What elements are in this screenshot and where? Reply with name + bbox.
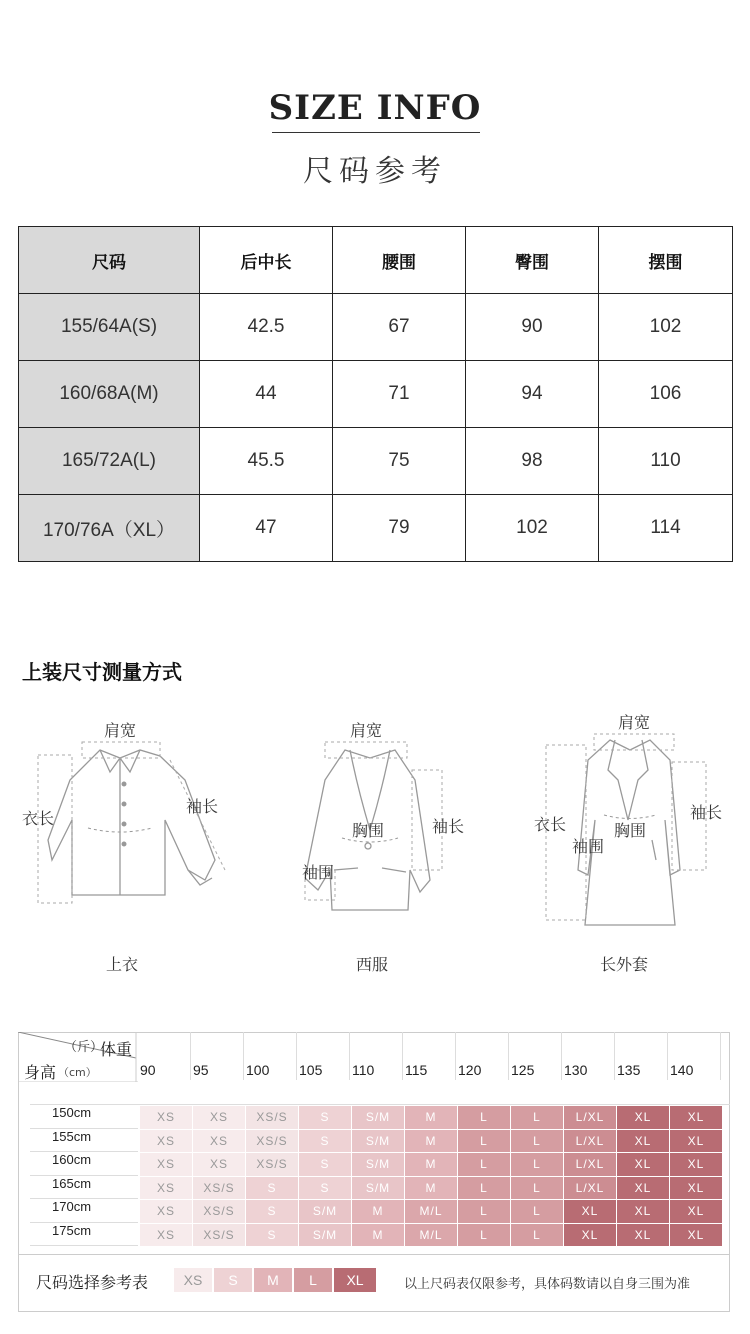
size-cell: S [299,1106,351,1129]
value-cell: 102 [466,495,599,562]
value-cell: 110 [599,428,733,495]
table-row [19,428,733,495]
size-table-header [19,227,733,294]
value-cell: 47 [200,495,333,562]
legend-swatch: XS [174,1268,212,1292]
size-cell: L [511,1153,563,1176]
size-cell: S [299,1177,351,1200]
size-cell: XL [670,1106,722,1129]
legend-title: 尺码选择参考表 [36,1273,149,1292]
size-cell: 170/76A（XL） [19,495,200,562]
size-cell: XL [670,1200,722,1223]
size-cell: L [511,1177,563,1200]
length-label: 衣长 [534,815,567,834]
value-cell: 98 [466,428,599,495]
size-cell: XL [670,1130,722,1153]
size-cell: S/M [352,1177,404,1200]
size-cell: S [299,1153,351,1176]
header-size: 尺码 [19,227,200,294]
value-cell: 106 [599,361,733,428]
sleeve-label: 袖长 [186,797,219,816]
size-cell: XS/S [246,1153,298,1176]
height-label: 身高 [24,1063,57,1082]
column-divider [455,1032,456,1080]
size-cell: XL [564,1200,616,1223]
size-cell: XL [617,1153,669,1176]
legend-divider [18,1254,730,1255]
size-cell: M [405,1177,457,1200]
length-label: 衣长 [22,809,55,828]
column-divider [508,1032,509,1080]
size-cell: M [405,1106,457,1129]
height-label-cell: 175cm [52,1222,92,1238]
size-cell: XS [140,1153,192,1176]
table-row [19,361,733,428]
cuff-label: 袖围 [302,863,335,882]
size-cell: L [511,1200,563,1223]
title-divider [272,132,480,133]
header-hip: 臀围 [466,227,599,294]
column-divider [190,1032,191,1080]
size-cell: XS [140,1130,192,1153]
row-divider [30,1245,138,1246]
size-cell: XL [617,1224,669,1247]
size-cell: M [405,1153,457,1176]
value-cell: 75 [333,428,466,495]
size-cell: XL [670,1224,722,1247]
weight-header: 100 [246,1062,270,1078]
value-cell: 90 [466,294,599,361]
column-divider [720,1032,721,1080]
size-cell: L [511,1130,563,1153]
size-cell: S [246,1177,298,1200]
size-cell: L/XL [564,1106,616,1129]
page-subtitle: 尺码参考 [303,154,447,189]
weight-header: 135 [617,1062,641,1078]
size-cell: S/M [352,1106,404,1129]
sleeve-label: 袖长 [690,803,723,822]
shoulder-label: 肩宽 [618,713,651,732]
legend-swatch: XL [334,1268,376,1292]
grid-top-line [30,1104,730,1105]
weight-header: 90 [140,1062,156,1078]
shoulder-label: 肩宽 [350,721,383,740]
chest-label: 胸围 [614,821,647,840]
weight-header: 110 [352,1062,375,1078]
height-unit: （cm） [58,1066,97,1079]
figure-name: 长外套 [600,955,649,974]
header-waist: 腰围 [333,227,466,294]
measure-title: 上装尺寸测量方式 [22,660,182,684]
table-row [19,495,733,562]
header-hem: 摆围 [599,227,733,294]
size-cell: XS [140,1224,192,1247]
value-cell: 67 [333,294,466,361]
size-cell: XS [140,1106,192,1129]
size-cell: L [511,1224,563,1247]
size-cell: M [405,1130,457,1153]
size-cell: M [352,1200,404,1223]
value-cell: 44 [200,361,333,428]
figure-name: 上衣 [106,955,139,974]
value-cell: 79 [333,495,466,562]
value-cell: 42.5 [200,294,333,361]
cuff-label: 袖围 [572,837,605,856]
size-cell: 155/64A(S) [19,294,200,361]
height-label-cell: 160cm [52,1152,92,1167]
size-cell: S/M [352,1153,404,1176]
size-cell: XL [670,1153,722,1176]
weight-label: 体重 [100,1040,133,1059]
disclaimer-note: 以上尺码表仅限参考，具体码数请以自身三围为准 [404,1277,691,1292]
size-cell: XL [617,1177,669,1200]
size-cell: S [246,1200,298,1223]
column-divider [402,1032,403,1080]
column-divider [349,1032,350,1080]
size-cell: S/M [299,1224,351,1247]
column-divider [667,1032,668,1080]
size-cell: XS [193,1130,245,1153]
weight-unit: （斤） [64,1040,104,1055]
size-cell: 160/68A(M) [19,361,200,428]
size-cell: 165/72A(L) [19,428,200,495]
size-cell: L [511,1106,563,1129]
shoulder-label: 肩宽 [104,721,137,740]
shirt-illustration [0,720,250,940]
blazer-figure [250,700,500,990]
header-back-length: 后中长 [200,227,333,294]
height-label-cell: 165cm [52,1175,92,1191]
size-cell: M/L [405,1224,457,1247]
size-cell: XS/S [246,1106,298,1129]
size-cell: L [458,1200,510,1223]
size-cell: L/XL [564,1177,616,1200]
weight-header: 95 [193,1062,209,1078]
weight-header: 105 [299,1062,323,1078]
value-cell: 114 [599,495,733,562]
table-row [19,294,733,361]
size-cell: L [458,1224,510,1247]
weight-header: 140 [670,1062,694,1078]
size-cell: S [299,1130,351,1153]
shirt-figure [0,700,250,990]
size-cell: XS/S [193,1224,245,1247]
size-cell: S/M [352,1130,404,1153]
size-cell: XL [617,1106,669,1129]
size-cell: XL [617,1130,669,1153]
size-cell: XL [617,1200,669,1223]
figure-name: 西服 [356,955,389,974]
chest-label: 胸围 [352,821,385,840]
height-label-cell: 170cm [52,1199,92,1214]
size-table [18,226,733,562]
size-cell: XS/S [246,1130,298,1153]
size-cell: L [458,1106,510,1129]
size-cell: L [458,1177,510,1200]
size-cell: L/XL [564,1153,616,1176]
size-cell: L [458,1130,510,1153]
value-cell: 94 [466,361,599,428]
size-cell: L [458,1153,510,1176]
legend-swatch: L [294,1268,332,1292]
weight-header: 130 [564,1062,588,1078]
size-cell: S [246,1224,298,1247]
size-cell: XS [193,1106,245,1129]
value-cell: 102 [599,294,733,361]
size-cell: XS/S [193,1177,245,1200]
value-cell: 71 [333,361,466,428]
sleeve-label: 袖长 [432,817,465,836]
weight-header: 125 [511,1062,535,1078]
size-cell: XS [193,1153,245,1176]
coat-figure [500,700,750,990]
value-cell: 45.5 [200,428,333,495]
legend-swatch: S [214,1268,252,1292]
size-cell: M/L [405,1200,457,1223]
column-divider [614,1032,615,1080]
column-divider [296,1032,297,1080]
size-cell: XS [140,1177,192,1200]
legend-swatch: M [254,1268,292,1292]
size-cell: XS [140,1200,192,1223]
height-label-cell: 155cm [52,1128,92,1144]
weight-header: 115 [405,1062,428,1078]
height-label-cell: 150cm [52,1105,92,1120]
size-cell: L/XL [564,1130,616,1153]
size-cell: XL [670,1177,722,1200]
weight-header: 120 [458,1062,482,1078]
size-cell: XL [564,1224,616,1247]
page-title: SIZE INFO [268,88,482,128]
size-cell: S/M [299,1200,351,1223]
column-divider [561,1032,562,1080]
size-cell: M [352,1224,404,1247]
column-divider [243,1032,244,1080]
size-cell: XS/S [193,1200,245,1223]
